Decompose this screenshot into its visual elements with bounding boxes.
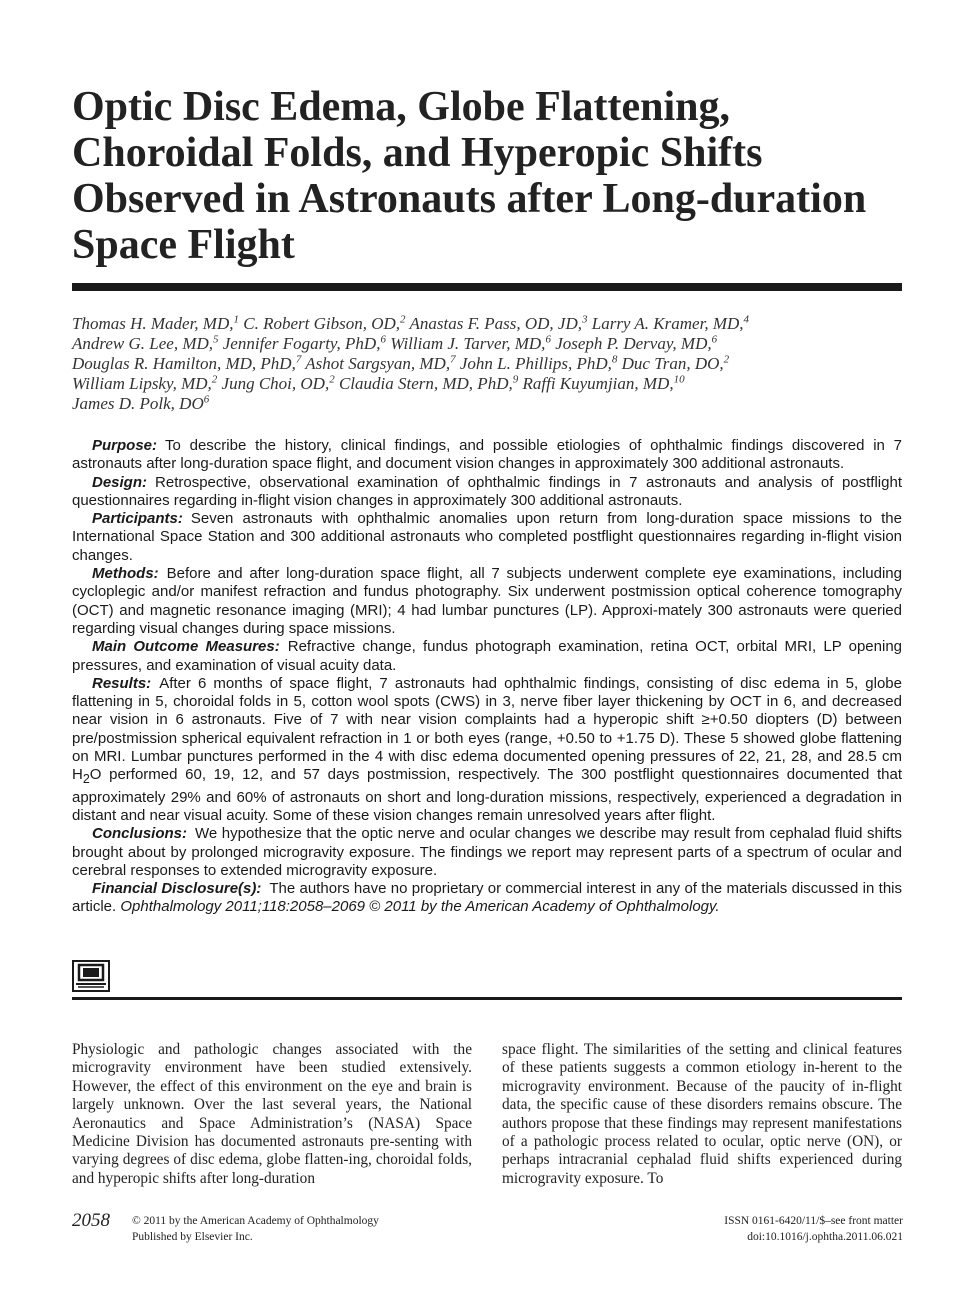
- body-column-left: [72, 1041, 472, 1188]
- author-name: Claudia Stern, MD, PhD,: [334, 374, 513, 393]
- citation: Ophthalmology 2011;118:2058–2069 © 2011 by the American Academy of Ophthalmology.: [120, 898, 720, 916]
- copyright-line: © 2011 by the American Academy of Ophthalmology: [132, 1215, 379, 1227]
- abstract-text: The authors have no proprietary or commercial interest in any of the materials discussed in this article.: [72, 880, 902, 916]
- affiliation-marker: 6: [545, 333, 551, 346]
- author-name: Ashot Sargsyan, MD,: [301, 354, 451, 373]
- abstract-text: After 6 months of space flight, 7 astronauts had ophthalmic findings, consisting of disc edema in 5, globe flattening in 5, choroidal folds in 5, cotton wool spots (CWS) in 3, nerve fiber layer thickening by OCT in 6, and decreased near vision in 6 astronauts. Five of 7 with near vision complaints had a hyperopic shift ≥+0.50 diopters (D) between pre/postmission spherical equivalent refraction in 1 or both eyes (range, +0.50 to +1.75 D). These 5 showed globe flattening on MRI. Lumbar punctures performed in the 4 with disc edema documented opening pressures of 22, 21, 28, and 28.5 cm H: [72, 674, 902, 784]
- author-name: Larry A. Kramer, MD,: [587, 314, 744, 333]
- abstract-purpose: [72, 437, 902, 474]
- author-line: [72, 374, 912, 394]
- page-number: 2058: [72, 1210, 110, 1231]
- abstract-label: Methods:: [92, 565, 159, 583]
- abstract-text: Seven astronauts with ophthalmic anomalies upon return from long-duration space missions to the International Space Station and 300 additional astronauts who completed postflight questionnaires regarding in-flight vision changes.: [72, 510, 902, 564]
- abstract-text: Before and after long-duration space flight, all 7 subjects underwent complete eye examinations, including cycloplegic and/or manifest refraction and fundus photography. Six underwent postmission optical coherence tomography (OCT) and magnetic resonance imaging (MRI); 4 had lumbar punctures (LP). Approxi-mately 300 astronauts were queried regarding visual changes during space missions.: [72, 565, 902, 637]
- affiliation-marker: 4: [743, 313, 750, 326]
- computer-monitor-icon: [72, 960, 110, 992]
- abstract-design: [72, 474, 902, 511]
- abstract-label: Main Outcome Measures:: [92, 638, 280, 656]
- subscript: 2: [82, 772, 90, 787]
- author-name: Jennifer Fogarty, PhD,: [218, 334, 381, 353]
- abstract-label: Results:: [92, 674, 152, 692]
- author-list: [72, 314, 912, 414]
- abstract-divider: [72, 997, 902, 1000]
- author-line: [72, 394, 912, 414]
- affiliation-marker: 2: [723, 353, 730, 366]
- author-name: John L. Phillips, PhD,: [455, 354, 612, 373]
- author-name: Thomas H. Mader, MD,: [72, 314, 234, 333]
- affiliation-marker: 2: [211, 373, 218, 386]
- copyright: [132, 1213, 379, 1245]
- title-line: Choroidal Folds, and Hyperopic Shifts: [72, 130, 763, 176]
- affiliation-marker: 9: [512, 373, 519, 386]
- doi: doi:10.1016/j.ophtha.2011.06.021: [747, 1231, 903, 1243]
- abstract-label: Conclusions:: [92, 825, 188, 843]
- affiliation-marker: 6: [380, 333, 386, 346]
- abstract-methods: [72, 565, 902, 638]
- abstract-conclusions: [72, 825, 902, 880]
- title-line: Observed in Astronauts after Long-duration: [72, 176, 867, 222]
- affiliation-marker: 1: [233, 313, 239, 326]
- affiliation-marker: 10: [673, 373, 685, 386]
- body-paragraph: Physiologic and pathologic changes associated with the microgravity environment have been studied extensively. However, the effect of this environment on the eye and brain is largely unknown. Over the last several years, the National Aeronautics and Space Administration’s (NASA) Space Medicine Division has documented astronauts pre-senting with varying degrees of disc edema, globe flatten-ing, choroidal folds, and hyperopic shifts after long-duration: [72, 1041, 472, 1187]
- abstract-label: Financial Disclosure(s):: [92, 880, 262, 898]
- author-name: Raffi Kuyumjian, MD,: [518, 374, 674, 393]
- issn: ISSN 0161-6420/11/$–see front matter: [724, 1215, 903, 1227]
- author-name: Joseph P. Dervay, MD,: [550, 334, 712, 353]
- body-paragraph: space flight. The similarities of the setting and clinical features of these patients suggests a common etiology in-herent to the microgravity environment. Because of the paucity of in-flight data, the specific cause of these disorders remains obscure. The authors propose that these findings may represent manifestations of a pathologic process related to ocular, optic nerve (ON), or perhaps intracranial cephalad fluid shifts experienced during microgravity exposure. To: [502, 1041, 902, 1187]
- abstract-text: To describe the history, clinical findings, and possible etiologies of ophthalmic findings discovered in 7 astronauts after long-duration space flight, and document vision changes in approximately 300 additional astronauts.: [72, 437, 902, 473]
- abstract-disclosure: [72, 880, 902, 917]
- abstract-outcome: [72, 638, 902, 675]
- affiliation-marker: 5: [213, 333, 219, 346]
- abstract-results: [72, 675, 902, 825]
- author-name: Andrew G. Lee, MD,: [72, 334, 214, 353]
- author-line: [72, 314, 912, 334]
- affiliation-marker: 3: [582, 313, 588, 326]
- affiliation-marker: 6: [711, 333, 718, 346]
- affiliation-marker: 7: [295, 353, 302, 366]
- abstract-label: Participants:: [92, 510, 183, 528]
- author-line: [72, 354, 912, 374]
- issn-doi: [724, 1213, 903, 1245]
- abstract-text: Refractive change, fundus photograph examination, retina OCT, orbital MRI, LP opening pressures, and examination of visual acuity data.: [72, 638, 903, 674]
- author-name: William J. Tarver, MD,: [385, 334, 546, 353]
- publisher-line: Published by Elsevier Inc.: [132, 1231, 253, 1243]
- affiliation-marker: 7: [450, 353, 456, 366]
- abstract-text: We hypothesize that the optic nerve and ocular changes we describe may result from cephalad fluid shifts brought about by prolonged microgravity exposure. The findings we report may represent parts of a spectrum of ocular and cerebral responses to extended microgravity exposure.: [72, 825, 902, 879]
- affiliation-marker: 2: [329, 373, 335, 386]
- author-name: Jung Choi, OD,: [217, 374, 330, 393]
- author-name: Anastas F. Pass, OD, JD,: [405, 314, 582, 333]
- affiliation-marker: 2: [400, 313, 406, 326]
- author-name: Douglas R. Hamilton, MD, PhD,: [72, 354, 296, 373]
- abstract-label: Purpose:: [92, 437, 158, 454]
- abstract: [72, 437, 902, 917]
- abstract-text: Retrospective, observational examination of ophthalmic findings in 7 astronauts and analysis of postflight questionnaires regarding in-flight vision changes in approximately 300 additional astronauts.: [72, 473, 902, 509]
- article-title: [72, 84, 932, 268]
- author-name: C. Robert Gibson, OD,: [239, 314, 401, 333]
- affiliation-marker: 8: [611, 353, 618, 366]
- author-name: James D. Polk, DO: [72, 394, 204, 413]
- abstract-participants: [72, 510, 902, 565]
- title-line: Optic Disc Edema, Globe Flattening,: [72, 84, 730, 130]
- abstract-label: Design:: [92, 473, 148, 491]
- title-divider: [72, 283, 902, 291]
- title-line: Space Flight: [72, 222, 295, 268]
- body-column-right: [502, 1041, 902, 1188]
- author-name: Duc Tran, DO,: [617, 354, 724, 373]
- affiliation-marker: 6: [203, 393, 210, 406]
- author-name: William Lipsky, MD,: [72, 374, 212, 393]
- author-line: [72, 334, 912, 354]
- abstract-text: O performed 60, 19, 12, and 57 days postmission, respectively. The 300 postflight questionnaires documented that approximately 29% and 60% of astronauts on short and long-duration missions, respectively, experienced a degradation in distant and near visual acuity. Some of these vision changes remain unresolved years after flight.: [72, 766, 902, 824]
